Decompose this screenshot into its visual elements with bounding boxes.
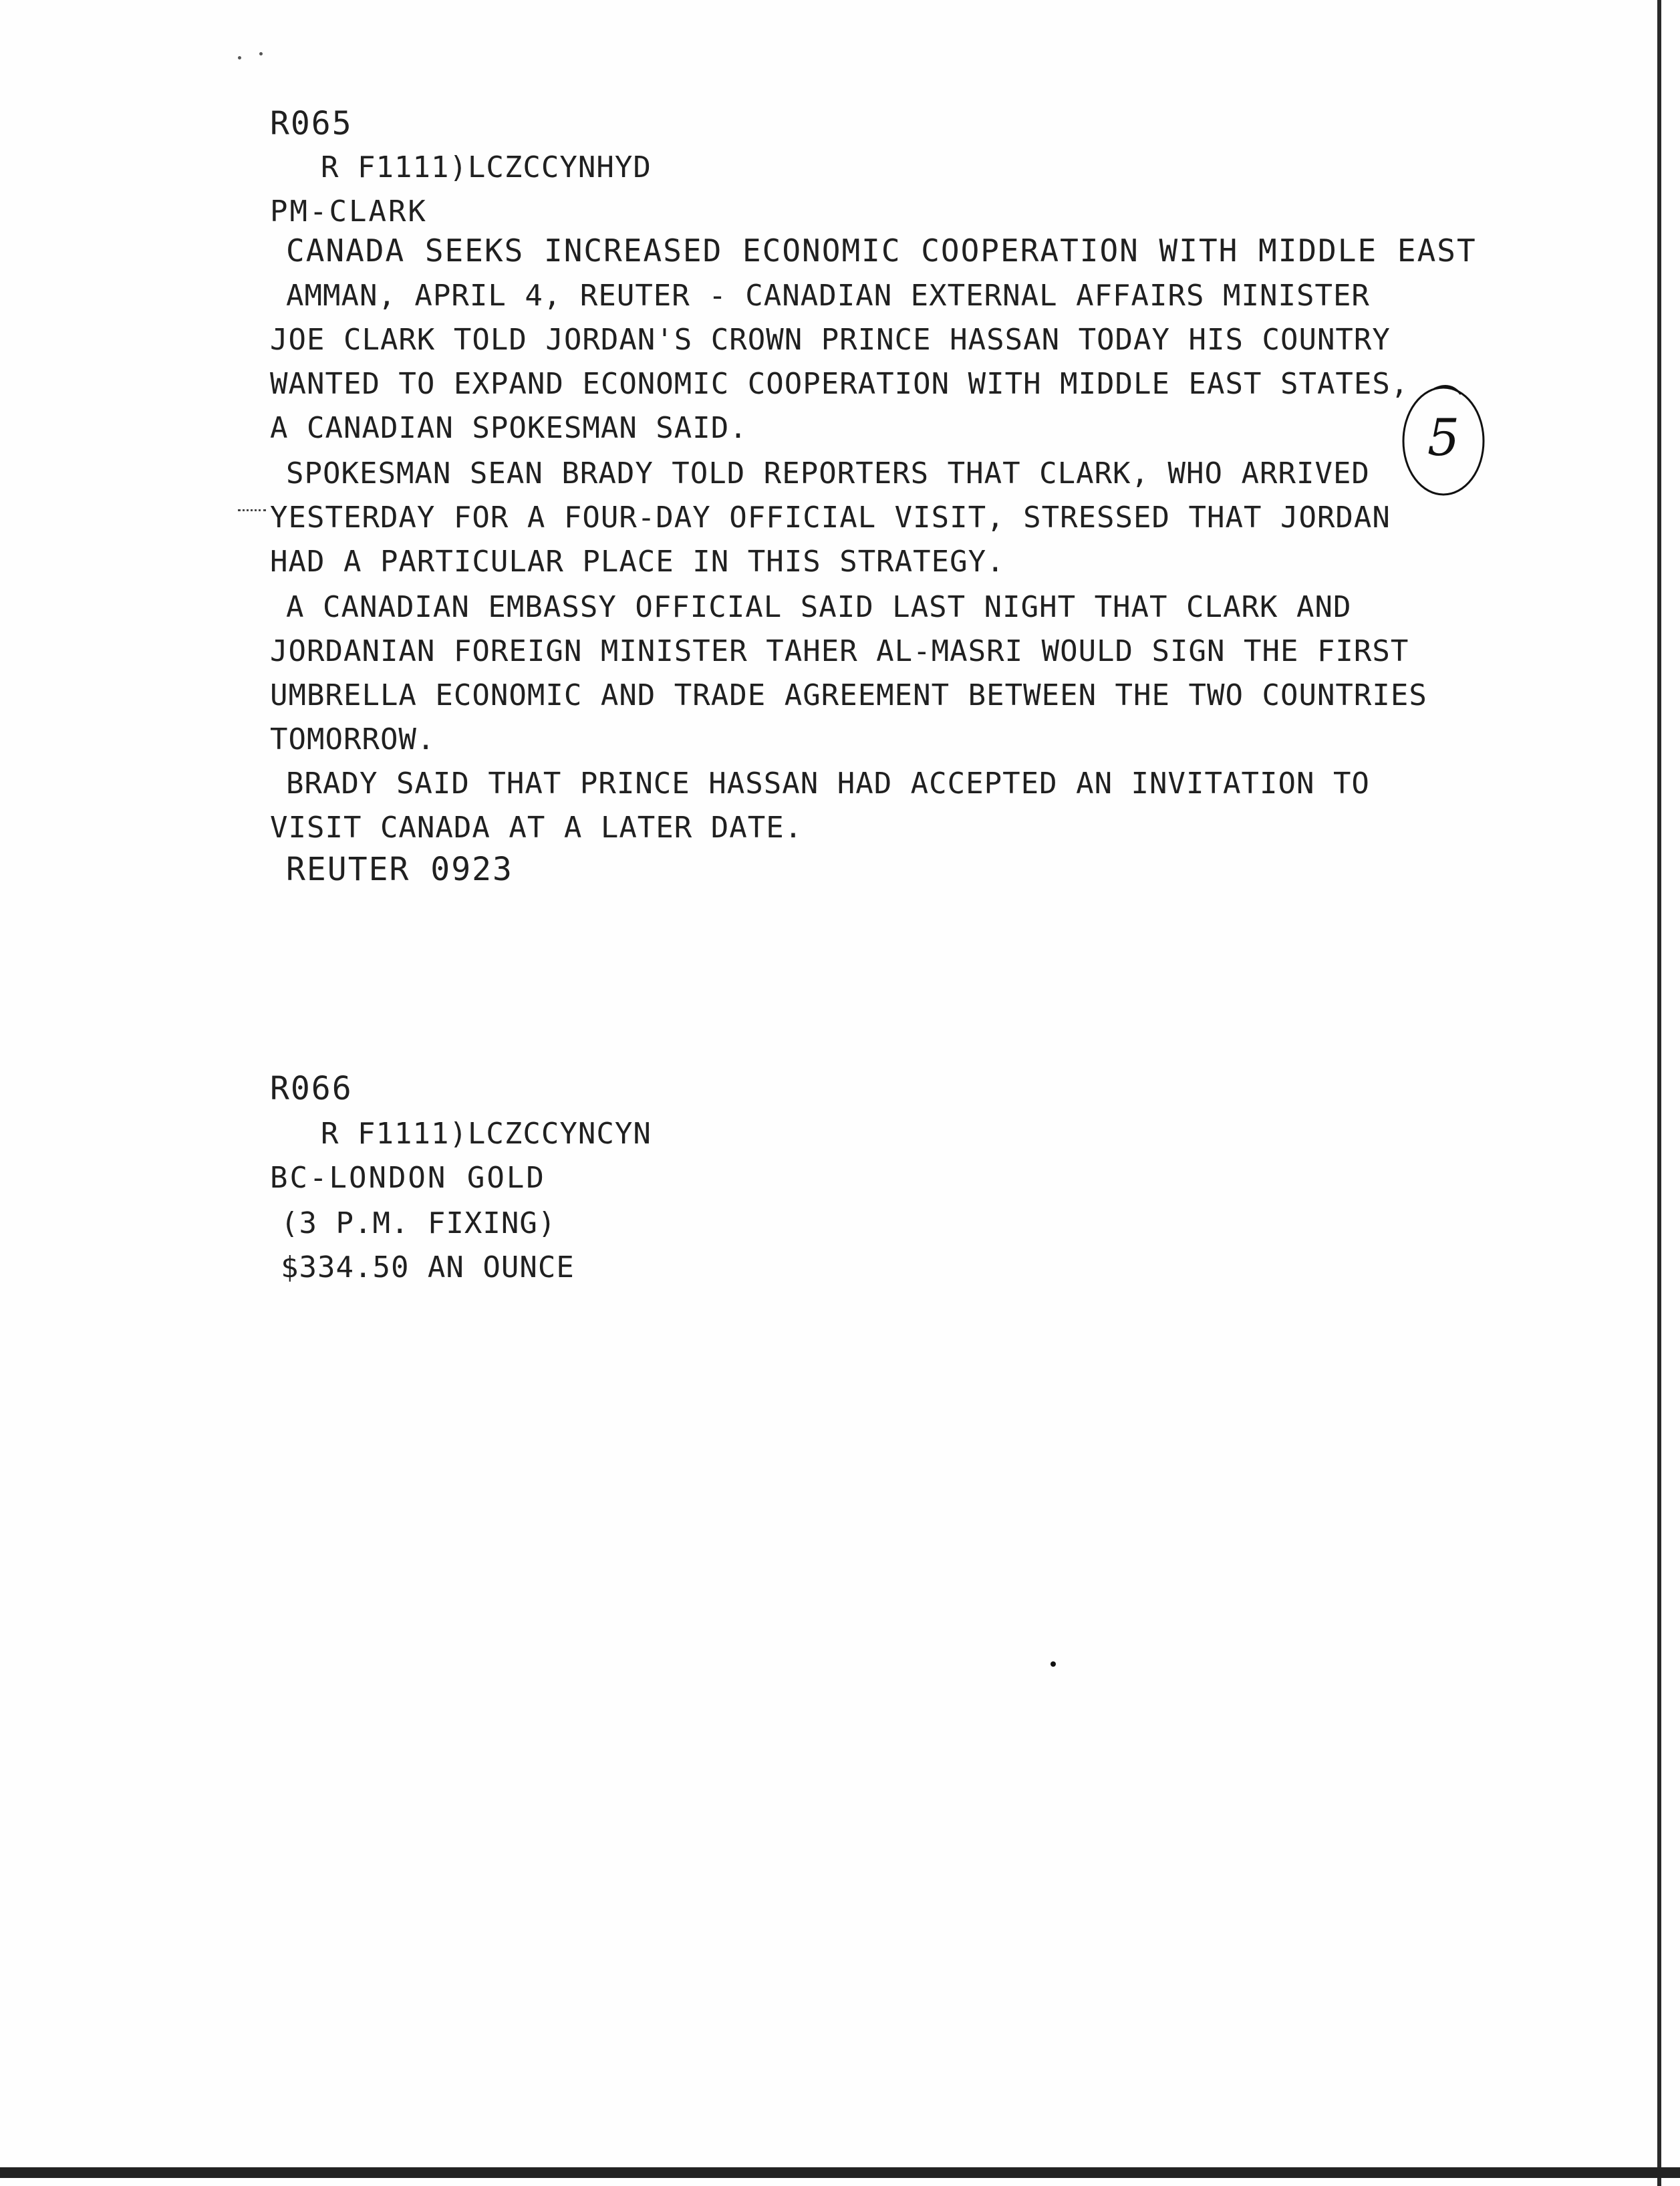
story1-body-line: HAD A PARTICULAR PLACE IN THIS STRATEGY. bbox=[270, 545, 1005, 579]
story1-body-line: WANTED TO EXPAND ECONOMIC COOPERATION WITH MIDDLE EAST STATES, bbox=[270, 367, 1409, 401]
stray-pen-mark bbox=[238, 509, 266, 513]
scan-speck bbox=[238, 56, 241, 59]
story2-line: (3 P.M. FIXING) bbox=[281, 1206, 557, 1240]
page-number-digit: 5 bbox=[1427, 408, 1460, 467]
story1-body-line: YESTERDAY FOR A FOUR-DAY OFFICIAL VISIT, STRESSED THAT JORDAN bbox=[270, 501, 1391, 535]
story1-body-line: JOE CLARK TOLD JORDAN'S CROWN PRINCE HASSAN TODAY HIS COUNTRY bbox=[270, 323, 1391, 357]
scan-speck bbox=[1051, 1661, 1056, 1667]
story1-headline: CANADA SEEKS INCREASED ECONOMIC COOPERATION WITH MIDDLE EAST bbox=[286, 233, 1477, 269]
story1-routing-code: R F1111)LCZCCYNHYD bbox=[321, 150, 652, 184]
story2-slug: BC-LONDON GOLD bbox=[270, 1161, 546, 1195]
story1-body-line: UMBRELLA ECONOMIC AND TRADE AGREEMENT BETWEEN THE TWO COUNTRIES bbox=[270, 678, 1427, 712]
story1-slug: PM-CLARK bbox=[270, 194, 428, 229]
story1-signoff: REUTER 0923 bbox=[286, 851, 513, 888]
story2-message-id: R066 bbox=[270, 1070, 353, 1107]
scan-edge-bottom bbox=[0, 2167, 1680, 2178]
scan-edge-right bbox=[1657, 0, 1661, 2186]
story1-body-line: A CANADIAN SPOKESMAN SAID. bbox=[270, 411, 748, 445]
story2-routing-code: R F1111)LCZCCYNCYN bbox=[321, 1117, 652, 1151]
scan-speck bbox=[259, 52, 263, 55]
story1-body-line: JORDANIAN FOREIGN MINISTER TAHER AL-MASRI WOULD SIGN THE FIRST bbox=[270, 634, 1409, 668]
story1-body-line: TOMORROW. bbox=[270, 722, 436, 757]
story1-body-line: A CANADIAN EMBASSY OFFICIAL SAID LAST NIGHT THAT CLARK AND bbox=[286, 590, 1352, 624]
story2-line: $334.50 AN OUNCE bbox=[281, 1250, 575, 1284]
circled-page-number bbox=[1397, 374, 1490, 508]
story1-body-line: AMMAN, APRIL 4, REUTER - CANADIAN EXTERNAL AFFAIRS MINISTER bbox=[286, 279, 1370, 313]
story1-body-line: SPOKESMAN SEAN BRADY TOLD REPORTERS THAT CLARK, WHO ARRIVED bbox=[286, 456, 1370, 491]
story1-body-line: BRADY SAID THAT PRINCE HASSAN HAD ACCEPTED AN INVITATION TO bbox=[286, 767, 1370, 801]
story1-body-line: VISIT CANADA AT A LATER DATE. bbox=[270, 811, 803, 845]
story1-message-id: R065 bbox=[270, 105, 353, 142]
